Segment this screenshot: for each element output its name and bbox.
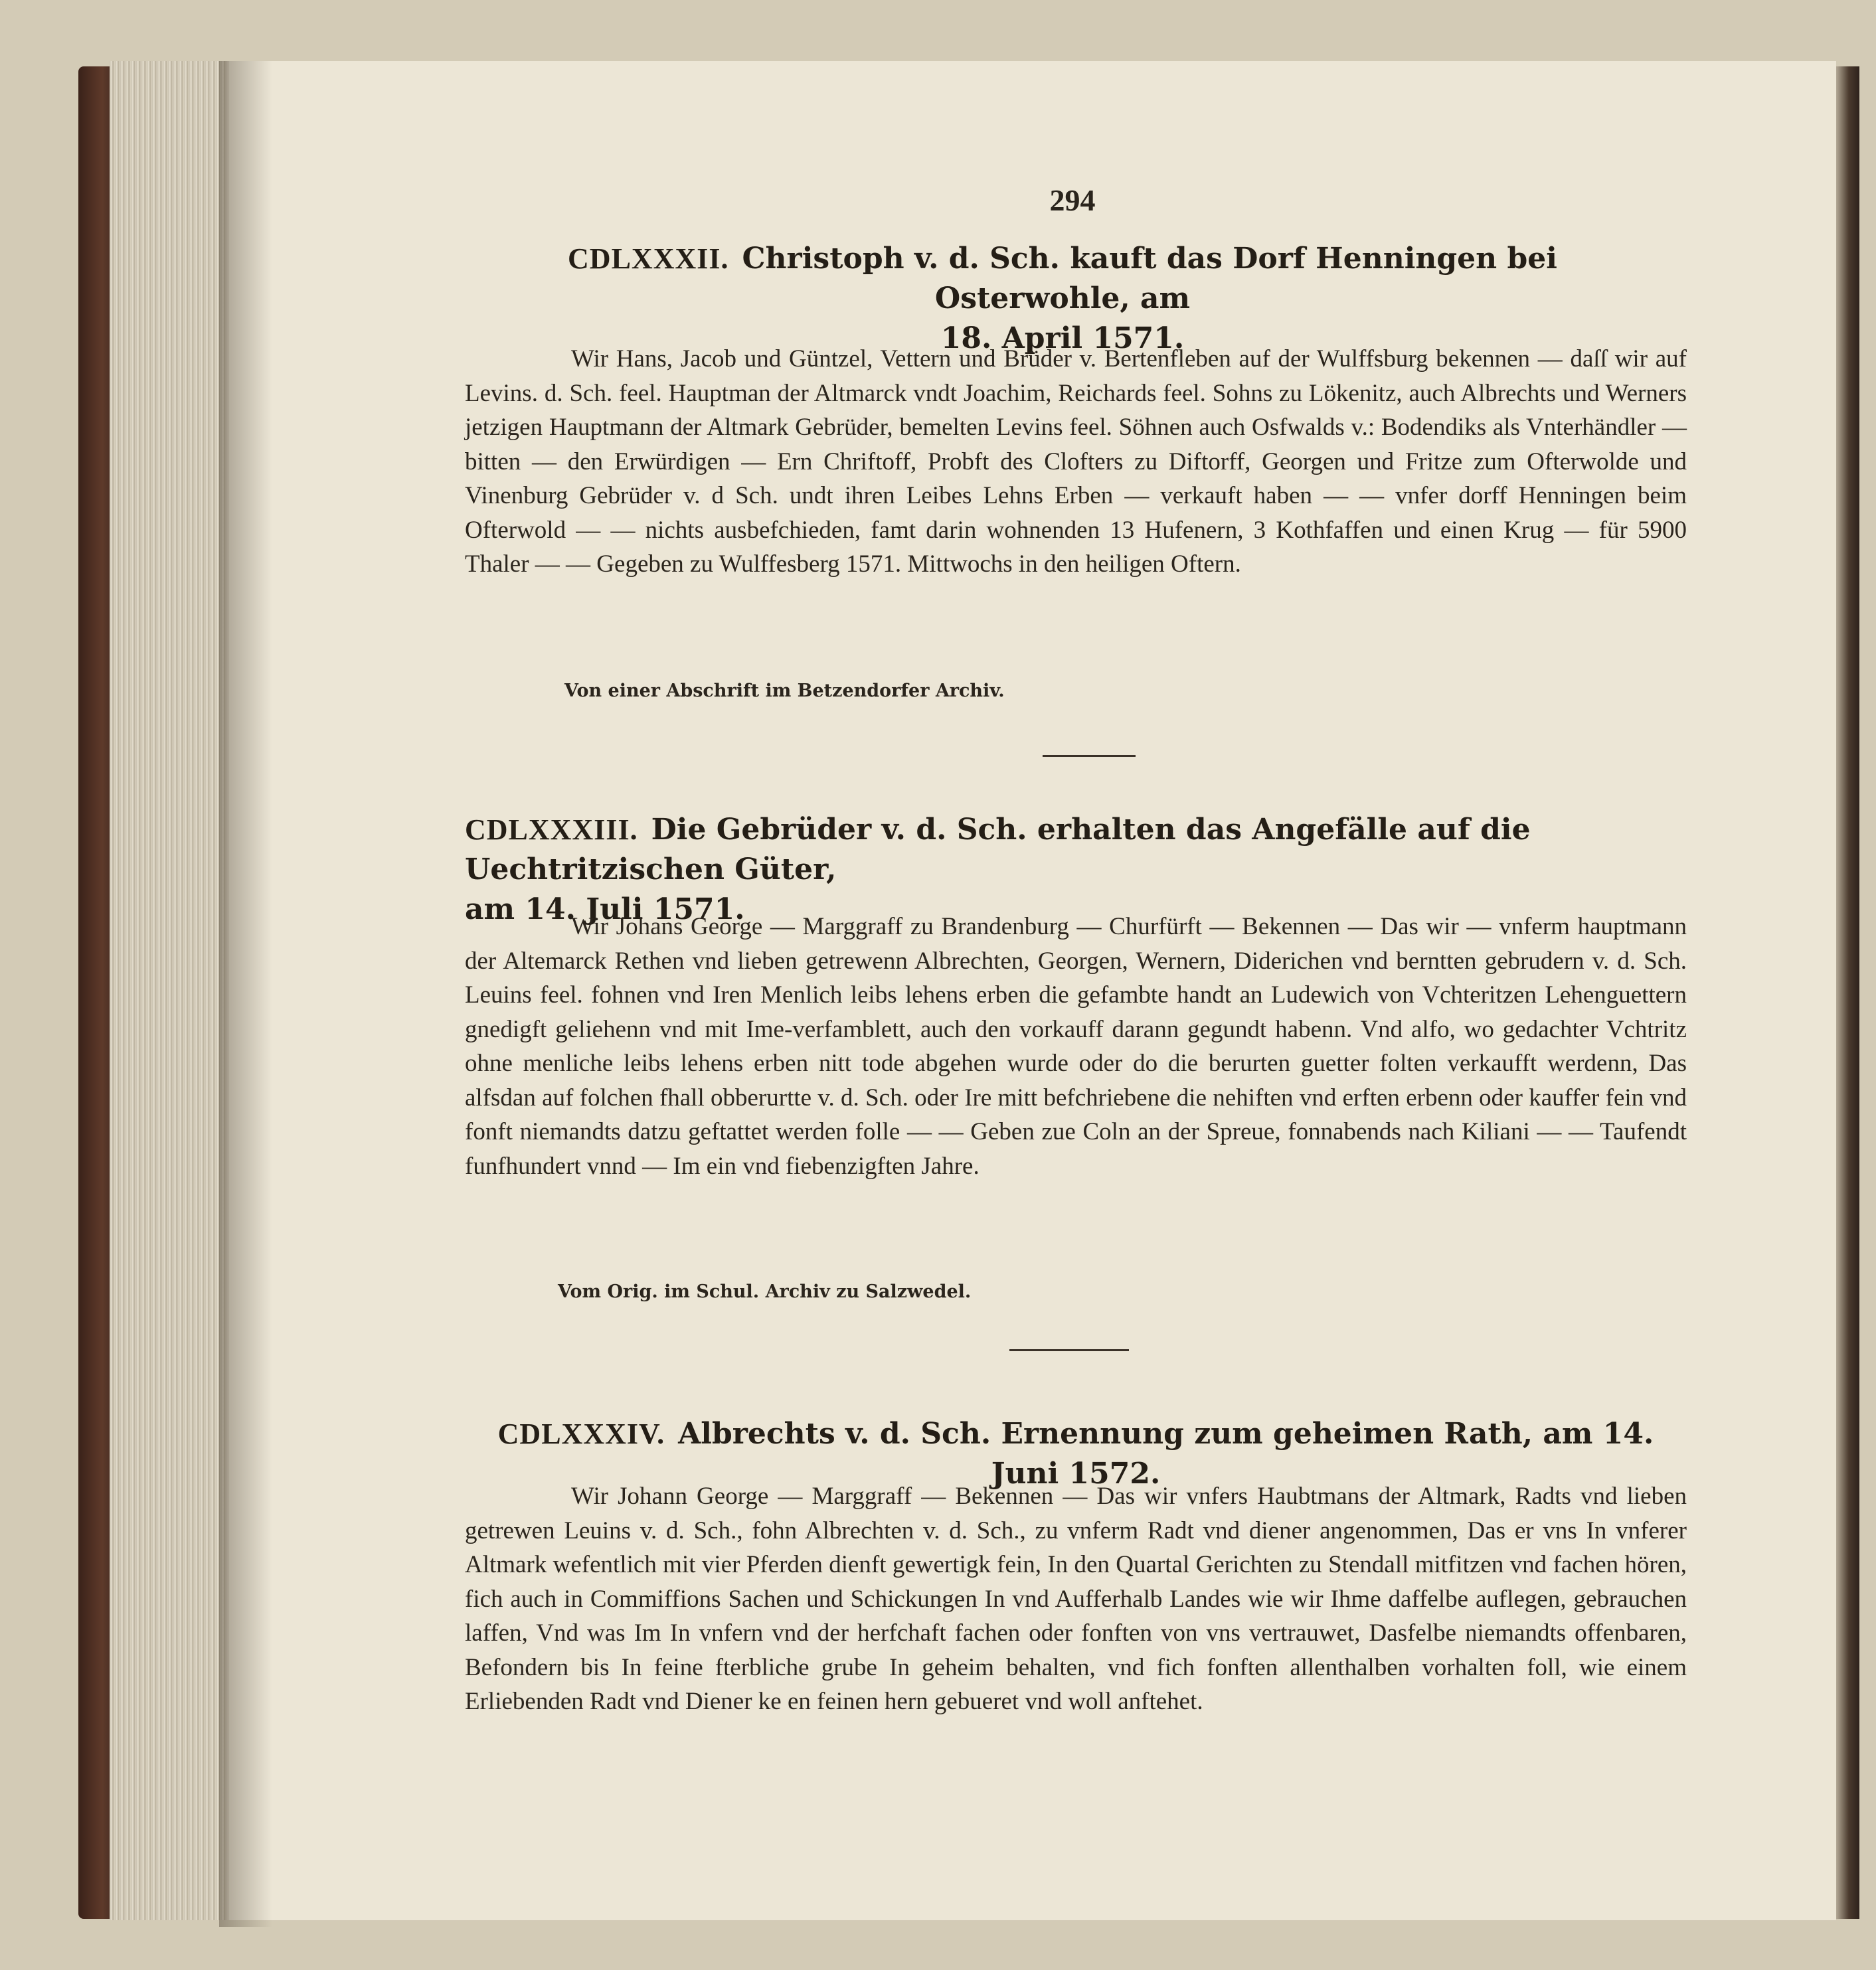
gutter-shadow bbox=[219, 61, 272, 1927]
section-title-line2: am 14. Juli 1571. bbox=[465, 892, 745, 926]
section-number: CDLXXXIV. bbox=[497, 1418, 665, 1450]
section-divider bbox=[1009, 1349, 1129, 1351]
source-note: Von einer Abschrift im Betzendorfer Archiv. bbox=[564, 681, 1005, 701]
section-number: CDLXXXII. bbox=[568, 242, 729, 275]
section-body bbox=[465, 910, 1687, 1183]
section-title-line1: Albrechts v. d. Sch. Ernennung zum geheimen Rath, am 14. Juni 1572. bbox=[678, 1417, 1654, 1491]
source-note: Vom Orig. im Schul. Archiv zu Salzwedel. bbox=[558, 1281, 972, 1302]
section-paragraph: Wir Johans George — Marggraff zu Brandenburg — Churfürft — Bekennen — Das wir — vnferm hauptmann der Altemarck Rethen vnd lieben getrewenn Albrechten, Georgen, Wernern, Diderichen vnd berntten gebrudern v. d. Sch. Leuins feel. fohnen vnd Iren Menlich leibs lehens erben die gefambte handt an Ludewich von Vchteritzen Lehenguettern gnedigft geliehenn vnd mit Ime-verfamblett, auch den vorkauff darann gegundt habenn. Vnd alfo, wo gedachter Vchtritz ohne menliche leibs lehens erben nitt tode abgehen wurde oder do die berurten guetter folten verkaufft werdenn, Das alfsdan auf folchen fhall obberurtte v. d. Sch. oder Ire mitt befchriebene die nehiften vnd erften erbenn oder kauffer fein vnd fonft niemandts datzu geftattet werden folle — — Geben zue Coln an der Spreue, fonnabends nach Kiliani — — Taufendt funfhundert vnnd — Im ein vnd fiebenzigften Jahre. bbox=[465, 913, 1687, 1180]
section-body bbox=[465, 1479, 1687, 1719]
section-title-line2: 18. April 1571. bbox=[940, 321, 1185, 355]
section-heading bbox=[491, 239, 1634, 359]
section-paragraph: Wir Hans, Jacob und Güntzel, Vettern und Brüder v. Bertenfleben auf der Wulffsburg bekennen — daſſ wir auf Levins. d. Sch. feel. Hauptman der Altmarck vndt Joachim, Reichards feel. Sohns zu Lökenitz, auch Albrechts und Werners jetzigen Hauptmann der Altmark Gebrüder, bemelten Levins feel. Söhnen auch Osfwalds v.: Bodendiks als Vnterhändler — bitten — den Erwürdigen — Ern Chriftoff, Probft des Clofters zu Diftorff, Georgen und Fritze zum Ofterwolde und Vinenburg Gebrüder v. d Sch. undt ihren Leibes Lehns Erben — verkauft haben — — vnfer dorff Henningen beim Ofterwold — — nichts ausbefchieden, famt darin wohnenden 13 Hufenern, 3 Kothfaffen und einen Krug — für 5900 Thaler — — Gegeben zu Wulffesberg 1571. Mittwochs in den heiligen Oftern. bbox=[465, 345, 1687, 578]
page-number: 294 bbox=[1049, 183, 1096, 217]
page-edges-right bbox=[1833, 66, 1859, 1919]
section-paragraph: Wir Johann George — Marggraff — Bekennen — Das wir vnfers Haubtmans der Altmark, Radts vnd lieben getrewen Leuins v. d. Sch., fohn Albrechten v. d. Sch., zu vnferm Radt vnd diener angenommen, Das er vns In vnferer Altmark wefentlich mit vier Pferden dienft gewertigk fein, In den Quartal Gerichten zu Stendall mitfitzen vnd fachen hören, fich auch in Commiffions Sachen und Schickungen In vnd Aufferhalb Landes wie wir Ihme daffelbe auflegen, gebrauchen laffen, Vnd was Im In vnfern vnd der herfchaft fachen oder fonften von vns vertrauwet, Dasfelbe niemandts offenbaren, Befondern bis In feine fterbliche grube In geheim behalten, vnd fich fonften allenthalben vorhalten foll, wie einem Erliebenden Radt vnd Diener ke en feinen hern gebueret vnd woll anftehet. bbox=[465, 1483, 1687, 1715]
section-number: CDLXXXIII. bbox=[465, 813, 638, 846]
section-title-line1: Christoph v. d. Sch. kauft das Dorf Henningen bei Osterwohle, am bbox=[742, 242, 1557, 315]
section-divider bbox=[1043, 755, 1136, 757]
section-title-line1: Die Gebrüder v. d. Sch. erhalten das Angefälle auf die Uechtritzischen Güter, bbox=[465, 813, 1531, 886]
section-body bbox=[465, 342, 1687, 582]
